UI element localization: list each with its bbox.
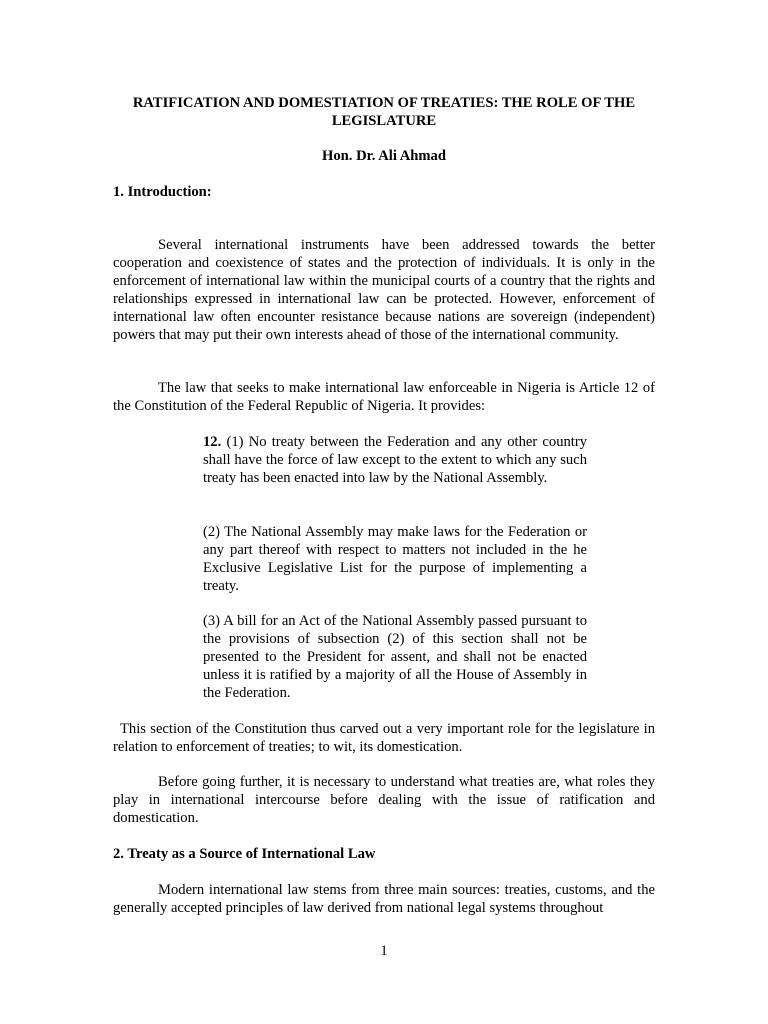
document-title: RATIFICATION AND DOMESTIATION OF TREATIES: THE ROLE OF THE LEGISLATURE bbox=[132, 95, 636, 129]
author-name: Hon. Dr. Ali Ahmad bbox=[322, 148, 446, 164]
quote-clause-1 bbox=[203, 433, 587, 487]
paragraph-intro-2: The law that seeks to make international law enforceable in Nigeria is Article 12 of the Constitution of the Federal Republic of Nigeria. It provides: bbox=[113, 380, 655, 414]
page-number: 1 bbox=[380, 943, 388, 959]
quote-clause-3: (3) A bill for an Act of the National Assembly passed pursuant to the provisions of subsection (2) of this section shall not be presented to the President for assent, and shall not be enacted unless it is ratified by a majority of all the House of Assembly in the Federation. bbox=[203, 613, 587, 701]
paragraph-before-going: Before going further, it is necessary to understand what treaties are, what roles they play in international intercourse before dealing with the issue of ratification and domestication. bbox=[113, 774, 655, 826]
section-heading-treaty-source: 2. Treaty as a Source of International Law bbox=[113, 846, 376, 862]
clause-1-text: (1) No treaty between the Federation and any other country shall have the force of law except to the extent to which any such treaty has been enacted into law by the National Assembly. bbox=[203, 434, 587, 486]
quote-clause-2: (2) The National Assembly may make laws for the Federation or any part thereof with respect to matters not included in the he Exclusive Legislative List for the purpose of implementing a treaty. bbox=[203, 524, 587, 594]
paragraph-treaty-source: Modern international law stems from three main sources: treaties, customs, and the generally accepted principles of law derived from national legal systems throughout bbox=[113, 882, 655, 916]
article-number: 12. bbox=[203, 434, 222, 450]
section-heading-introduction: 1. Introduction: bbox=[113, 184, 212, 200]
paragraph-after-quote: This section of the Constitution thus carved out a very important role for the legislature in relation to enforcement of treaties; to wit, its domestication. bbox=[113, 721, 655, 755]
paragraph-intro-1: Several international instruments have been addressed towards the better cooperation and coexistence of states and the protection of individuals. It is only in the enforcement of international law within the municipal courts of a country that the rights and relationships expressed in international law can be protected. However, enforcement of international law often encounter resistance because nations are sovereign (independent) powers that may put their own interests ahead of those of the international community. bbox=[113, 237, 655, 343]
